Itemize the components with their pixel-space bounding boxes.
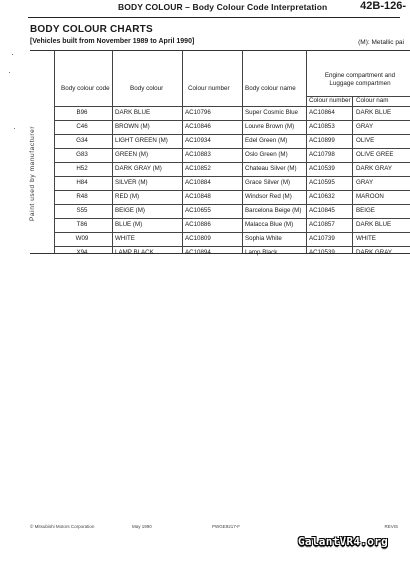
cell-body-colour-name: Windsor Red (M) bbox=[245, 193, 292, 200]
header-engine-colour-number: Colour number bbox=[309, 97, 351, 104]
cell-body-colour: BLUE (M) bbox=[115, 221, 143, 228]
cell-engine-colour-name: BEIGE bbox=[356, 207, 375, 214]
cell-colour-number: AC10894 bbox=[185, 249, 211, 256]
header-engine-luggage-group: Engine compartment and Luggage compartmen bbox=[324, 72, 396, 87]
site-watermark: GalantVR4.org bbox=[298, 535, 388, 548]
cell-body-colour: BROWN (M) bbox=[115, 123, 150, 130]
col-divider bbox=[54, 51, 55, 253]
cell-body-colour-code: G83 bbox=[76, 151, 88, 158]
side-label-paint-manufacturer: Paint used by manufacturer bbox=[29, 125, 36, 221]
page-footer bbox=[30, 524, 400, 534]
cell-engine-colour-name: DARK BLUE bbox=[356, 109, 392, 116]
header-colour-number: Colour number bbox=[188, 85, 230, 92]
cell-colour-number: AC10796 bbox=[185, 109, 211, 116]
row-rule bbox=[54, 232, 410, 233]
cell-body-colour-name: Grace Silver (M) bbox=[245, 179, 291, 186]
cell-body-colour-code: H84 bbox=[76, 179, 88, 186]
cell-colour-number: AC10883 bbox=[185, 151, 211, 158]
metallic-note: (M): Metallic pai bbox=[358, 39, 404, 46]
cell-colour-number: AC10655 bbox=[185, 207, 211, 214]
cell-body-colour-name: Barcelona Beige (M) bbox=[245, 207, 302, 214]
header-body-colour: Body colour bbox=[130, 85, 164, 92]
cell-engine-colour-name: WHITE bbox=[356, 235, 376, 242]
cell-body-colour: WHITE bbox=[115, 235, 135, 242]
cell-engine-colour-name: GRAY bbox=[356, 123, 374, 130]
scan-speck bbox=[14, 128, 15, 129]
cell-colour-number: AC10934 bbox=[185, 137, 211, 144]
cell-body-colour-name: Malacca Blue (M) bbox=[245, 221, 294, 228]
cell-body-colour-code: H52 bbox=[76, 165, 88, 172]
cell-body-colour-name: Sophia White bbox=[245, 235, 282, 242]
footer-copyright: © Mitsubishi Motors Corporation bbox=[30, 524, 95, 529]
cell-body-colour-name: Louvre Brown (M) bbox=[245, 123, 295, 130]
col-divider bbox=[112, 51, 113, 253]
row-rule bbox=[54, 162, 410, 163]
cell-engine-colour-name: DARK GRAY bbox=[356, 249, 392, 256]
col-divider bbox=[182, 51, 183, 253]
footer-doc-code: PWGE9217-F bbox=[212, 524, 241, 529]
body-colour-table bbox=[30, 50, 410, 254]
cell-engine-colour-number: AC10857 bbox=[309, 221, 335, 228]
cell-body-colour: RED (M) bbox=[115, 193, 140, 200]
cell-engine-colour-name: OLIVE bbox=[356, 137, 375, 144]
scan-speck bbox=[9, 72, 10, 73]
section-title: BODY COLOUR CHARTS bbox=[30, 24, 153, 35]
footer-revision: REVIS bbox=[384, 524, 398, 529]
cell-engine-colour-number: AC10798 bbox=[309, 151, 335, 158]
col-divider bbox=[306, 51, 307, 253]
cell-engine-colour-number: AC10539 bbox=[309, 165, 335, 172]
cell-body-colour-code: X94 bbox=[76, 249, 88, 256]
cell-body-colour: SILVER (M) bbox=[115, 179, 148, 186]
cell-engine-colour-name: DARK BLUE bbox=[356, 221, 392, 228]
vehicle-range-subtitle: [Vehicles built from November 1989 to April 1990] bbox=[30, 38, 195, 45]
row-rule bbox=[54, 148, 410, 149]
scan-speck bbox=[12, 54, 13, 55]
cell-colour-number: AC10846 bbox=[185, 123, 211, 130]
row-rule bbox=[54, 190, 410, 191]
header-title-sub: – Body Colour Code Interpretation bbox=[185, 2, 328, 12]
cell-body-colour: LIGHT GREEN (M) bbox=[115, 137, 168, 144]
cell-body-colour-code: B96 bbox=[76, 109, 88, 116]
cell-engine-colour-number: AC10632 bbox=[309, 193, 335, 200]
header-engine-colour-name: Colour nam bbox=[356, 97, 389, 104]
cell-engine-colour-name: DARK GRAY bbox=[356, 165, 392, 172]
row-rule bbox=[54, 176, 410, 177]
cell-colour-number: AC10809 bbox=[185, 235, 211, 242]
header-body-colour-code: Body colour code bbox=[61, 85, 110, 92]
row-rule bbox=[54, 246, 410, 247]
cell-engine-colour-number: AC10739 bbox=[309, 235, 335, 242]
cell-body-colour: BEIGE (M) bbox=[115, 207, 145, 214]
cell-body-colour-name: Super Cosmic Blue bbox=[245, 109, 298, 116]
cell-engine-colour-number: AC10845 bbox=[309, 207, 335, 214]
cell-engine-colour-number: AC10899 bbox=[309, 137, 335, 144]
cell-body-colour-name: Oslo Green (M) bbox=[245, 151, 288, 158]
cell-colour-number: AC10852 bbox=[185, 165, 211, 172]
cell-body-colour-name: Lamp Black bbox=[245, 249, 278, 256]
page-reference: 42B-126- bbox=[360, 0, 406, 12]
cell-body-colour: GREEN (M) bbox=[115, 151, 148, 158]
cell-body-colour-code: T86 bbox=[76, 221, 88, 228]
cell-body-colour-name: Chateau Silver (M) bbox=[245, 165, 297, 172]
row-rule bbox=[54, 218, 410, 219]
cell-engine-colour-number: AC10853 bbox=[309, 123, 335, 130]
header-bottom-rule bbox=[54, 106, 410, 107]
cell-colour-number: AC10848 bbox=[185, 193, 211, 200]
cell-body-colour-code: R48 bbox=[76, 193, 88, 200]
header-title bbox=[118, 2, 327, 12]
header-body-colour-name: Body colour name bbox=[245, 85, 296, 92]
col-divider bbox=[242, 51, 243, 253]
cell-engine-colour-number: AC10595 bbox=[309, 179, 335, 186]
cell-engine-colour-number: AC10539 bbox=[309, 249, 335, 256]
header-title-main: BODY COLOUR bbox=[118, 2, 183, 12]
cell-body-colour-code: S55 bbox=[76, 207, 88, 214]
cell-body-colour-code: W09 bbox=[75, 235, 89, 242]
row-rule bbox=[54, 204, 410, 205]
cell-body-colour: DARK BLUE bbox=[115, 109, 151, 116]
cell-body-colour: DARK GRAY (M) bbox=[115, 165, 162, 172]
cell-engine-colour-name: MAROON bbox=[356, 193, 384, 200]
footer-date: May 1990 bbox=[132, 524, 152, 529]
cell-engine-colour-number: AC10864 bbox=[309, 109, 335, 116]
cell-engine-colour-name: OLIVE GREE bbox=[356, 151, 394, 158]
row-rule bbox=[54, 134, 410, 135]
cell-engine-colour-name: GRAY bbox=[356, 179, 374, 186]
cell-colour-number: AC10886 bbox=[185, 221, 211, 228]
cell-body-colour-name: Edel Green (M) bbox=[245, 137, 288, 144]
cell-colour-number: AC10884 bbox=[185, 179, 211, 186]
row-rule bbox=[54, 120, 410, 121]
cell-body-colour: LAMP BLACK bbox=[115, 249, 154, 256]
cell-body-colour-code: G34 bbox=[76, 137, 88, 144]
cell-body-colour-code: C46 bbox=[76, 123, 88, 130]
